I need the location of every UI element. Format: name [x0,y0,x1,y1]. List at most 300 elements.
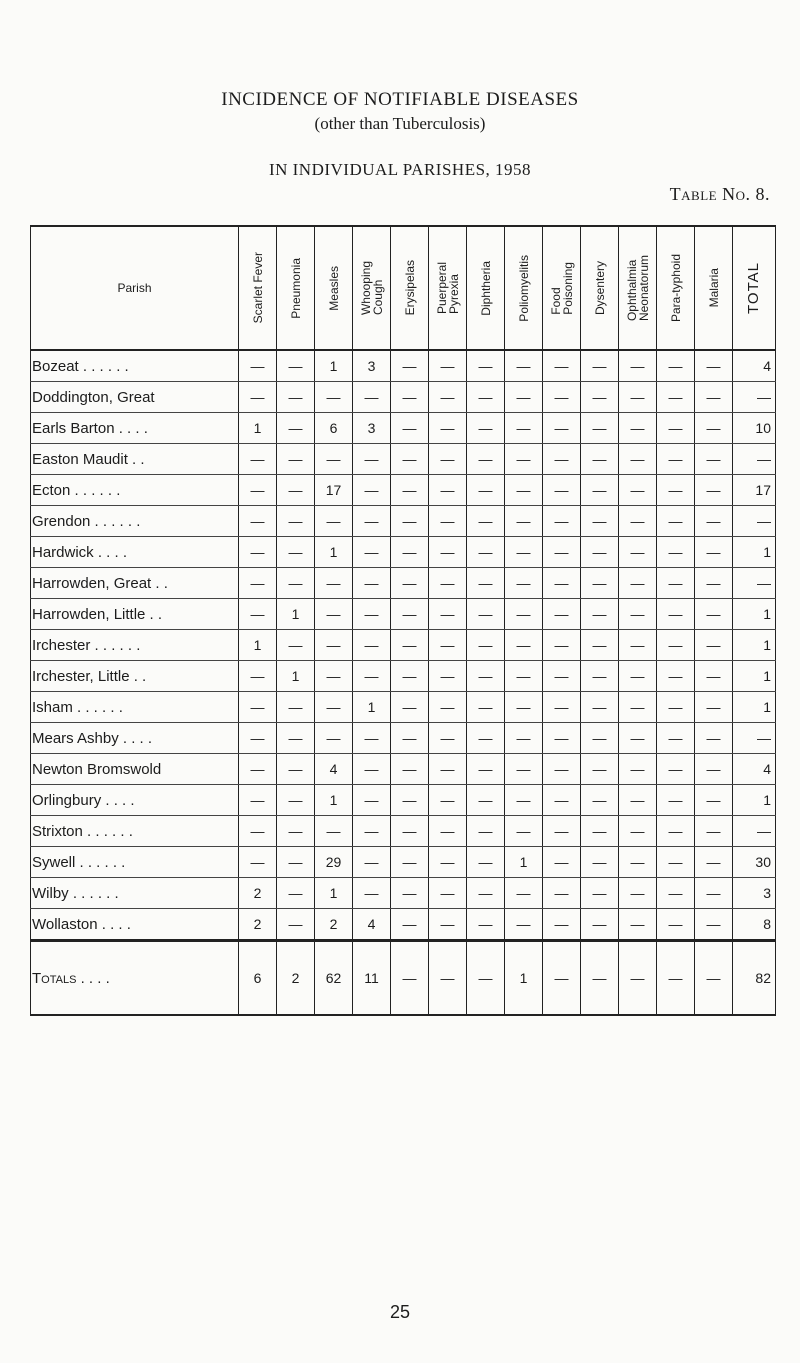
column-header-wrap [543,229,580,347]
case-count: — [657,630,695,661]
case-count: — [467,878,505,909]
totals-label: Totals . . . . [31,941,239,1016]
case-count: — [467,785,505,816]
table-row [31,382,776,413]
case-count: — [429,909,467,941]
case-count: — [619,941,657,1016]
column-header-label: Poliomyelitis [516,254,531,322]
case-count: — [543,909,581,941]
case-count: — [277,413,315,444]
column-header-wrap [581,229,618,347]
case-count: — [315,382,353,413]
column-header-label: Scarlet Fever [250,252,265,324]
case-count: — [543,506,581,537]
case-count: — [391,599,429,630]
table-row [31,350,776,382]
case-count: — [543,692,581,723]
case-count: — [581,723,619,754]
case-count: — [391,816,429,847]
case-count: — [543,754,581,785]
case-count: 6 [239,941,277,1016]
case-count: — [467,909,505,941]
column-header [353,226,391,350]
row-total: 4 [733,754,776,785]
page-number: 25 [389,1302,411,1322]
row-total: 1 [733,599,776,630]
case-count: — [467,847,505,878]
case-count: — [695,382,733,413]
case-count: 1 [315,350,353,382]
case-count: — [619,506,657,537]
case-count: — [619,568,657,599]
column-header-wrap [733,229,775,347]
case-count: — [657,661,695,692]
case-count: — [619,909,657,941]
case-count: — [467,382,505,413]
case-count: — [619,847,657,878]
table-row [31,878,776,909]
case-count: — [581,568,619,599]
column-header-wrap [657,229,694,347]
table-row [31,909,776,941]
case-count: — [505,413,543,444]
case-count: — [391,661,429,692]
case-count: 1 [505,847,543,878]
case-count: — [429,754,467,785]
case-count: — [353,630,391,661]
case-count: — [467,630,505,661]
case-count: — [657,413,695,444]
case-count: — [277,723,315,754]
case-count: — [657,941,695,1016]
table-row [31,785,776,816]
case-count: — [695,909,733,941]
case-count: — [391,568,429,599]
column-header-wrap [239,229,276,347]
column-header [429,226,467,350]
case-count: — [467,537,505,568]
case-count: — [391,878,429,909]
case-count: — [619,785,657,816]
column-header-label: Para-typhoid [668,253,683,323]
totals-row [31,941,776,1016]
case-count: — [239,350,277,382]
case-count: — [353,568,391,599]
case-count: — [619,754,657,785]
case-count: 62 [315,941,353,1016]
case-count: — [695,723,733,754]
case-count: — [505,754,543,785]
case-count: — [239,692,277,723]
case-count: — [315,506,353,537]
case-count: — [505,506,543,537]
parish-name: Strixton . . . . . . [31,816,239,847]
case-count: — [543,350,581,382]
case-count: — [695,537,733,568]
case-count: — [429,444,467,475]
case-count: — [695,878,733,909]
case-count: 1 [277,661,315,692]
case-count: — [277,350,315,382]
case-count: — [467,816,505,847]
case-count: — [657,444,695,475]
case-count: — [695,413,733,444]
case-count: — [657,692,695,723]
case-count: — [391,723,429,754]
case-count: — [353,537,391,568]
case-count: — [277,568,315,599]
case-count: — [619,723,657,754]
case-count: — [505,630,543,661]
case-count: — [429,475,467,506]
table-body [31,350,776,1015]
row-total: — [733,816,776,847]
case-count: — [391,847,429,878]
header-row [31,226,776,350]
case-count: 1 [315,878,353,909]
table-row [31,537,776,568]
case-count: — [467,941,505,1016]
case-count: — [277,785,315,816]
case-count: — [619,661,657,692]
table-row [31,444,776,475]
case-count: — [391,350,429,382]
case-count: — [581,599,619,630]
case-count: — [581,475,619,506]
case-count: — [543,785,581,816]
case-count: — [239,785,277,816]
case-count: — [695,506,733,537]
case-count: — [543,878,581,909]
case-count: — [543,661,581,692]
case-count: — [657,754,695,785]
page-subtitle-parishes: IN INDIVIDUAL PARISHES, 1958 [268,160,532,179]
case-count: — [277,692,315,723]
column-header-label: Ophthalmia Neonatorum [624,254,651,322]
case-count: — [239,444,277,475]
case-count: — [695,847,733,878]
parish-name: Newton Bromswold [31,754,239,785]
case-count: — [239,599,277,630]
case-count: 3 [353,413,391,444]
case-count: — [695,630,733,661]
case-count: — [581,537,619,568]
case-count: — [391,630,429,661]
case-count: 4 [353,909,391,941]
case-count: — [277,847,315,878]
case-count: — [429,785,467,816]
case-count: 3 [353,350,391,382]
row-total: — [733,444,776,475]
case-count: — [353,475,391,506]
column-header-label: Puerperal Pyrexia [434,261,461,315]
case-count: — [315,816,353,847]
case-count: — [581,350,619,382]
page-subtitle: (other than Tuberculosis) [314,114,486,133]
row-total: 3 [733,878,776,909]
case-count: — [353,723,391,754]
parish-name: Sywell . . . . . . [31,847,239,878]
case-count: — [543,382,581,413]
case-count: — [505,878,543,909]
case-count: — [505,692,543,723]
row-total: 1 [733,537,776,568]
parish-name: Doddington, Great [31,382,239,413]
case-count: 2 [239,878,277,909]
case-count: — [581,847,619,878]
case-count: — [429,661,467,692]
parish-name: Ecton . . . . . . [31,475,239,506]
case-count: — [467,413,505,444]
case-count: — [657,816,695,847]
case-count: 1 [239,630,277,661]
case-count: — [391,382,429,413]
parish-name: Hardwick . . . . [31,537,239,568]
case-count: — [543,847,581,878]
case-count: — [505,785,543,816]
case-count: — [619,599,657,630]
table-row [31,475,776,506]
case-count: 1 [315,537,353,568]
case-count: — [581,444,619,475]
case-count: 2 [277,941,315,1016]
row-total: 1 [733,692,776,723]
case-count: — [239,661,277,692]
case-count: — [657,506,695,537]
table-row [31,630,776,661]
column-header [505,226,543,350]
case-count: — [353,847,391,878]
case-count: — [543,413,581,444]
case-count: — [581,661,619,692]
case-count: — [429,816,467,847]
case-count: — [543,941,581,1016]
case-count: — [695,444,733,475]
column-header [315,226,353,350]
case-count: — [581,630,619,661]
case-count: — [391,941,429,1016]
case-count: 2 [315,909,353,941]
column-header-label: Pneumonia [288,257,303,319]
case-count: — [277,475,315,506]
case-count: — [315,661,353,692]
case-count: — [429,568,467,599]
case-count: — [277,909,315,941]
parish-name: Bozeat . . . . . . [31,350,239,382]
row-total: 1 [733,661,776,692]
case-count: — [315,723,353,754]
column-header-wrap [429,229,466,347]
case-count: 6 [315,413,353,444]
case-count: — [429,723,467,754]
case-count: — [657,847,695,878]
column-header-wrap [315,229,352,347]
parish-name: Orlingbury . . . . [31,785,239,816]
case-count: 1 [239,413,277,444]
row-total: — [733,568,776,599]
column-header [619,226,657,350]
case-count: — [657,382,695,413]
case-count: — [277,878,315,909]
case-count: — [239,537,277,568]
case-count: — [657,909,695,941]
row-total: — [733,506,776,537]
column-header-label: Diphtheria [478,260,493,316]
case-count: — [505,475,543,506]
case-count: — [429,506,467,537]
case-count: — [429,941,467,1016]
row-total: 30 [733,847,776,878]
case-count: — [657,568,695,599]
case-count: — [543,723,581,754]
case-count: — [581,785,619,816]
case-count: — [353,382,391,413]
case-count: — [619,537,657,568]
case-count: — [657,723,695,754]
case-count: — [315,630,353,661]
column-header [695,226,733,350]
case-count: — [467,723,505,754]
table-row [31,506,776,537]
case-count: — [429,847,467,878]
case-count: — [505,909,543,941]
case-count: — [391,692,429,723]
case-count: — [315,444,353,475]
case-count: — [619,816,657,847]
case-count: — [695,785,733,816]
parish-name: Isham . . . . . . [31,692,239,723]
case-count: 1 [277,599,315,630]
case-count: — [239,382,277,413]
case-count: — [277,754,315,785]
table-row [31,568,776,599]
case-count: — [353,878,391,909]
column-header-label: Measles [326,265,341,311]
column-header-wrap [353,229,390,347]
column-header-wrap [695,229,732,347]
row-total: 17 [733,475,776,506]
case-count: — [277,382,315,413]
case-count: — [543,816,581,847]
table-row [31,599,776,630]
case-count: — [505,444,543,475]
case-count: — [619,382,657,413]
case-count: — [581,692,619,723]
case-count: — [619,350,657,382]
case-count: — [429,630,467,661]
case-count: — [543,630,581,661]
case-count: — [467,754,505,785]
case-count: — [277,816,315,847]
parish-name: Harrowden, Little . . [31,599,239,630]
parish-name: Grendon . . . . . . [31,506,239,537]
row-total: — [733,723,776,754]
column-header-label: Erysipelas [402,260,417,316]
case-count: — [277,630,315,661]
parish-name: Wilby . . . . . . [31,878,239,909]
row-total: 8 [733,909,776,941]
case-count: — [429,350,467,382]
title-block [0,88,800,136]
case-count: — [391,475,429,506]
case-count: — [505,568,543,599]
case-count: — [657,475,695,506]
case-count: — [239,568,277,599]
page-title: INCIDENCE OF NOTIFIABLE DISEASES [221,89,579,110]
column-header-wrap [277,229,314,347]
case-count: — [467,475,505,506]
table-row [31,723,776,754]
column-header [277,226,315,350]
column-header-wrap [391,229,428,347]
column-header [467,226,505,350]
case-count: — [695,568,733,599]
column-header [581,226,619,350]
case-count: — [429,413,467,444]
row-total: — [733,382,776,413]
case-count: — [429,878,467,909]
case-count: — [467,599,505,630]
case-count: — [543,444,581,475]
case-count: — [505,599,543,630]
case-count: 2 [239,909,277,941]
case-count: — [619,692,657,723]
case-count: — [619,630,657,661]
case-count: — [505,661,543,692]
case-count: — [505,537,543,568]
case-count: — [581,941,619,1016]
case-count: 1 [315,785,353,816]
case-count: — [581,413,619,444]
case-count: — [543,537,581,568]
case-count: — [353,444,391,475]
row-total: 1 [733,630,776,661]
column-header [543,226,581,350]
column-header [657,226,695,350]
case-count: 1 [353,692,391,723]
case-count: — [467,506,505,537]
case-count: — [619,444,657,475]
case-count: — [277,506,315,537]
parish-name: Mears Ashby . . . . [31,723,239,754]
case-count: — [505,382,543,413]
parish-name: Irchester . . . . . . [31,630,239,661]
case-count: — [467,692,505,723]
case-count: — [467,444,505,475]
case-count: 4 [315,754,353,785]
column-header [733,226,776,350]
case-count: — [695,599,733,630]
case-count: — [429,382,467,413]
case-count: — [467,350,505,382]
case-count: — [695,816,733,847]
table-row [31,816,776,847]
case-count: — [429,692,467,723]
column-header-label: Whooping Cough [358,260,385,316]
case-count: — [353,506,391,537]
case-count: — [695,350,733,382]
case-count: — [505,816,543,847]
case-count: 29 [315,847,353,878]
case-count: — [391,537,429,568]
case-count: — [315,692,353,723]
case-count: 1 [505,941,543,1016]
case-count: — [391,754,429,785]
column-header-wrap [467,229,504,347]
row-total: 82 [733,941,776,1016]
column-header-label: Dysentery [592,260,607,316]
table-row [31,692,776,723]
